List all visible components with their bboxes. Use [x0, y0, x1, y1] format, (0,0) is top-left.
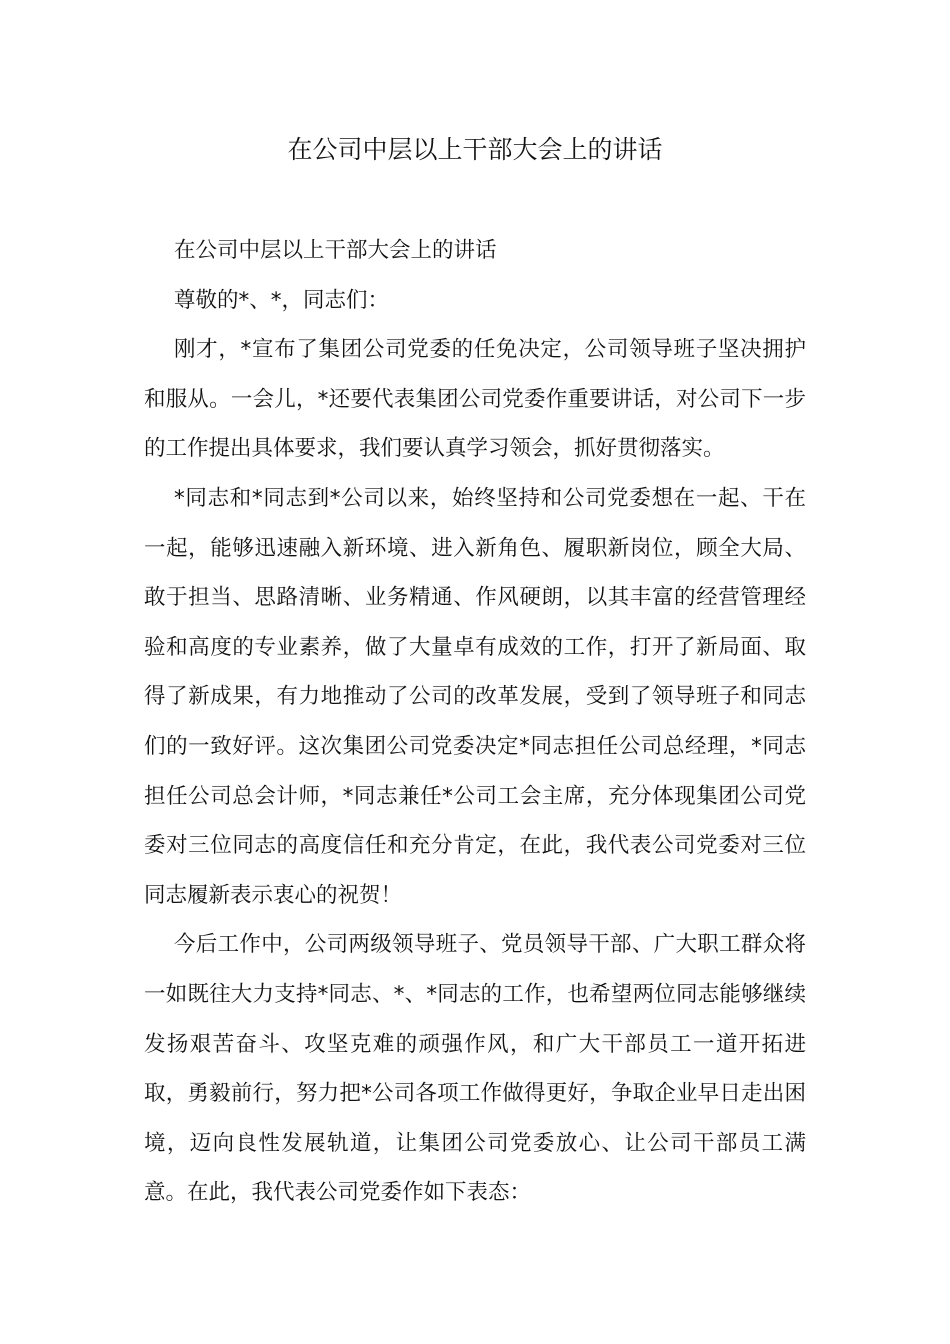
paragraph-expectations: 今后工作中，公司两级领导班子、党员领导干部、广大职工群众将一如既往大力支持*同志、*、*同志的工作，也希望两位同志能够继续发扬艰苦奋斗、攻坚克难的顽强作风，和广大干部员工一道开拓进取，勇毅前行，努力把*公司各项工作做得更好，争取企业早日走出困境，迈向良性发展轨道，让集团公司党委放心、让公司干部员工满意。在此，我代表公司党委作如下表态： [144, 932, 806, 1206]
document-title: 在公司中层以上干部大会上的讲话 [287, 135, 663, 164]
paragraph-announcement: 刚才，*宣布了集团公司党委的任免决定，公司领导班子坚决拥护和服从。一会儿，*还要代表集团公司党委作重要讲话，对公司下一步的工作提出具体要求，我们要认真学习领会，抓好贯彻落实。 [144, 337, 806, 462]
document-body [144, 226, 806, 1218]
paragraph-salutation: 尊敬的*、*，同志们： [174, 287, 390, 313]
paragraph-commendation: *同志和*同志到*公司以来，始终坚持和公司党委想在一起、干在一起，能够迅速融入新环境、进入新角色、履职新岗位，顾全大局、敢于担当、思路清晰、业务精通、作风硬朗，以其丰富的经营管理经验和高度的专业素养，做了大量卓有成效的工作，打开了新局面、取得了新成果，有力地推动了公司的改革发展，受到了领导班子和同志们的一致好评。这次集团公司党委决定*同志担任公司总经理，*同志担任公司总会计师，*同志兼任*公司工会主席，充分体现集团公司党委对三位同志的高度信任和充分肯定，在此，我代表公司党委对三位同志履新表示衷心的祝贺！ [144, 485, 806, 908]
paragraph-heading-repeat: 在公司中层以上干部大会上的讲话 [174, 238, 497, 263]
